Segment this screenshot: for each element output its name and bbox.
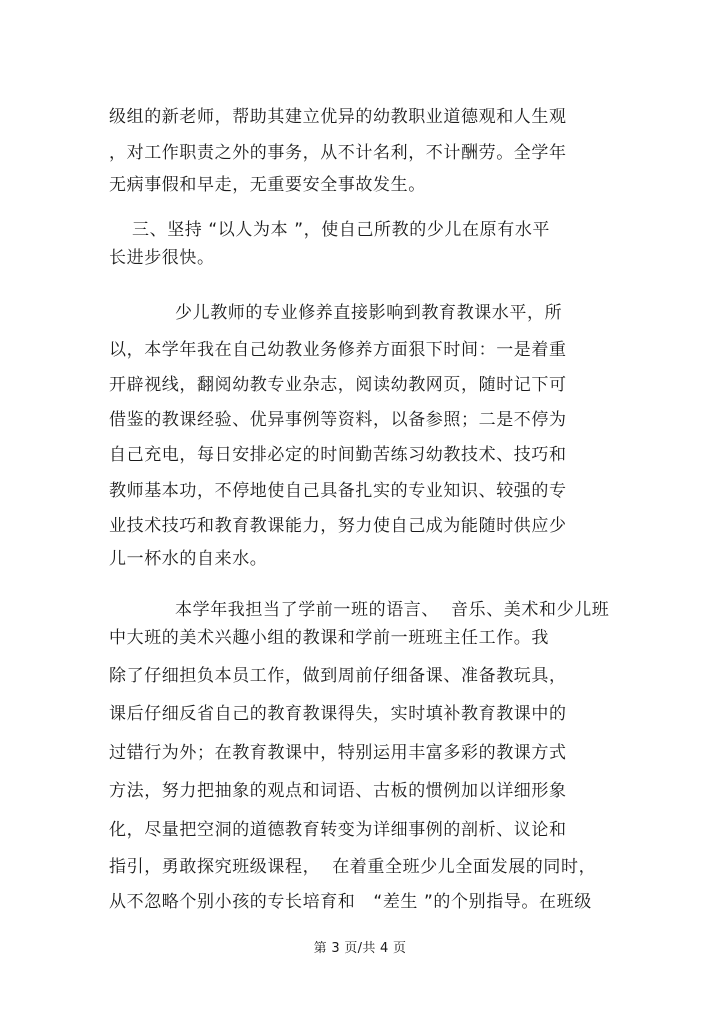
text-line: 除了仔细担负本员工作，做到周前仔细备课、准备教玩具， [109,666,567,686]
text-line: 指引，勇敢探究班级课程， 在着重全班少儿全面发展的同时， [109,857,597,877]
text-line: 过错行为外；在教育教课中，特别运用丰富多彩的教课方式 [109,743,567,763]
text-line: 教师基本功，不停地使自己具备扎实的专业知识、较强的专 [109,481,567,501]
text-line: 少儿教师的专业修养直接影响到教育教课水平，所 [175,303,563,323]
text-line: 儿一杯水的自来水。 [109,549,268,569]
text-line: 无病事假和早走，无重要安全事故发生。 [109,175,426,195]
text-line: 化，尽量把空洞的道德教育转变为详细事例的剖析、议论和 [109,820,567,840]
text-line: 从不忽略个别小孩的专长培育和 “差生 ”的个别指导。在班级 [109,892,592,912]
text-line: 本学年我担当了学前一班的语言、 音乐、美术和少儿班 [175,600,610,620]
text-line: ，对工作职责之外的事务，从不计名利，不计酬劳。全学年 [109,143,567,163]
page-number: 第 3 页/共 4 页 [313,941,407,956]
text-line: 以，本学年我在自己幼教业务修养方面狠下时间：一是着重 [109,340,567,360]
text-line: 业技术技巧和教育教课能力，努力使自己成为能随时供应少 [109,516,567,536]
text-line: 长进步很快。 [109,248,215,268]
text-line: 方法，努力把抽象的观点和词语、古板的惯例加以详细形象 [109,781,567,801]
text-line: 课后仔细反省自己的教育教课得失，实时填补教育教课中的 [109,704,567,724]
section-heading: 三、坚持 “以人为本 ”，使自己所教的少儿在原有水平 [132,220,551,240]
text-line: 开辟视线，翻阅幼教专业杂志，阅读幼教网页，随时记下可 [109,375,567,395]
text-line: 级组的新老师，帮助其建立优异的幼教职业道德观和人生观 [109,107,567,127]
text-line: 借鉴的教课经验、优异事例等资料，以备参照；二是不停为 [109,410,567,430]
text-line: 中大班的美术兴趣小组的教课和学前一班班主任工作。我 [109,628,549,648]
text-line: 自己充电，每日安排必定的时间勤苦练习幼教技术、技巧和 [109,445,567,465]
